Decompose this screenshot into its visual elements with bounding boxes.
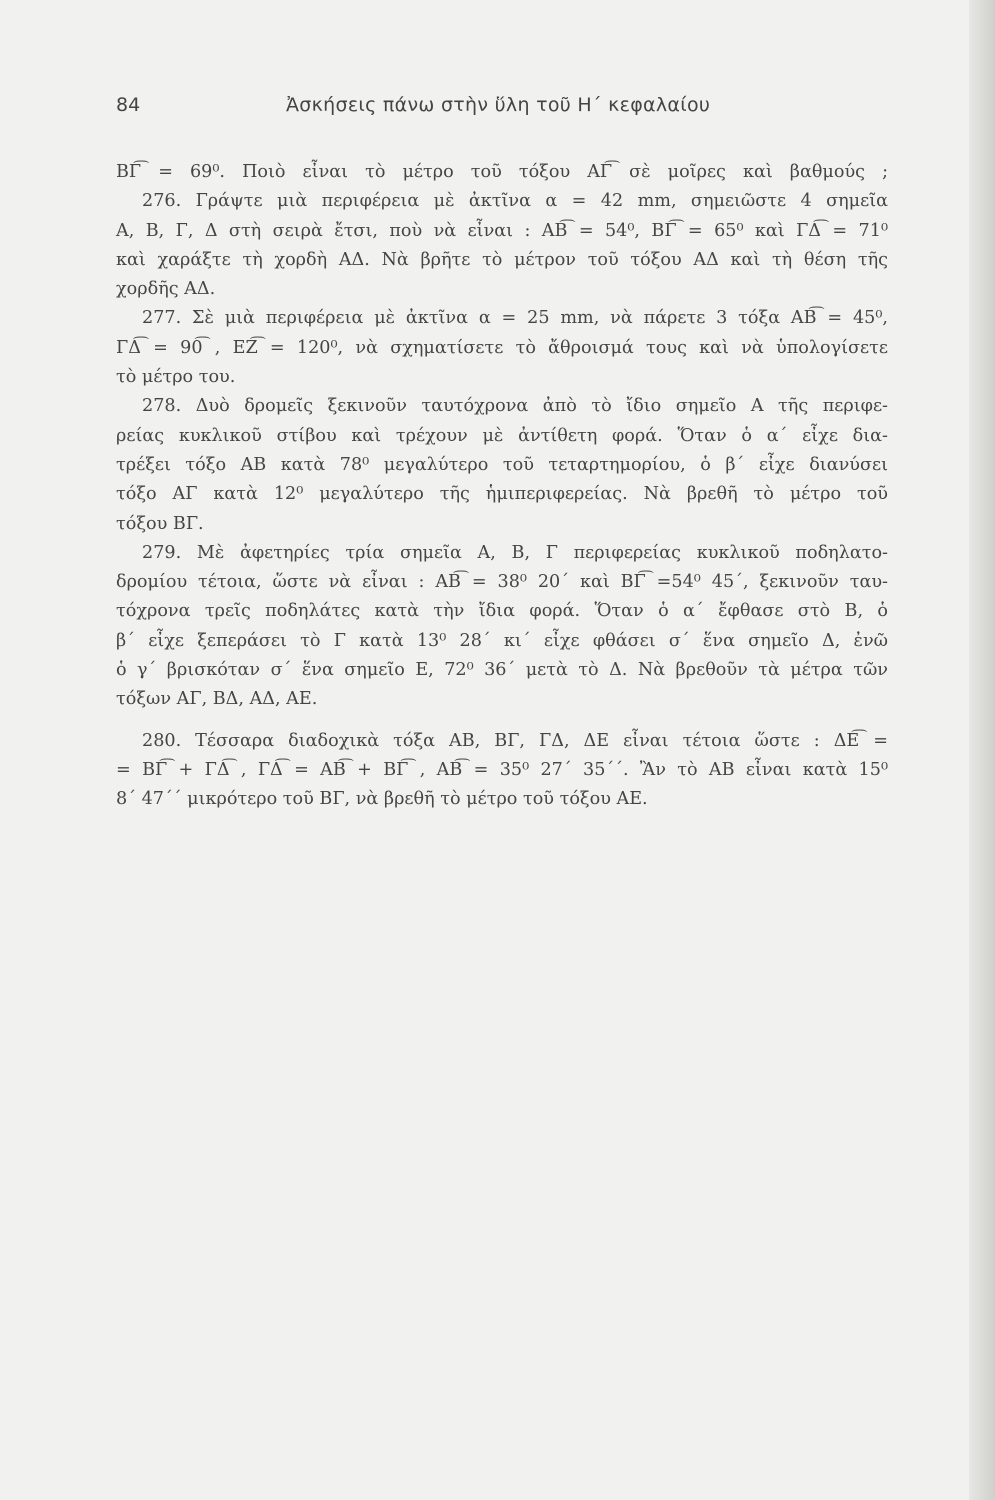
text-line: = ΒΓ͡ + ΓΔ͡ , ΓΔ͡ = ΑΒ͡ + ΒΓ͡ , ΑΒ͡ = 35⁰ 27΄ 35΄΄. Ἂν τὸ ΑΒ εἶναι κατὰ 15⁰ [116,759,888,780]
text-line: ΒΓ͡ = 69⁰. Ποιὸ εἶναι τὸ μέτρο τοῦ τόξου ΑΓ͡ σὲ μοῖρες καὶ βαθμούς ; [116,162,888,182]
text-line: ὁ γ΄ βρισκόταν σ΄ ἕνα σημεῖο Ε, 72⁰ 36΄ μετὰ τὸ Δ. Νὰ βρεθοῦν τὰ μέτρα τῶν [116,660,888,681]
exercise-280-line: 280. Τέσσαρα διαδοχικὰ τόξα ΑΒ, ΒΓ, ΓΔ, ΔΕ εἶναι τέτοια ὥστε : ΔΕ͡ = [142,730,888,751]
exercise-277-line: 277. Σὲ μιὰ περιφέρεια μὲ ἀκτῖνα α = 25 mm, νὰ πάρετε 3 τόξα ΑΒ͡ = 45⁰, [142,308,888,329]
text-line: Α, Β, Γ, Δ στὴ σειρὰ ἔτσι, ποὺ νὰ εἶναι : ΑΒ͡ = 54⁰, ΒΓ͡ = 65⁰ καὶ ΓΔ͡ = 71⁰ [116,220,888,241]
text-line: τρέξει τόξο ΑΒ κατὰ 78⁰ μεγαλύτερο τοῦ τεταρτημορίου, ὁ β΄ εἶχε διανύσει [116,454,888,475]
text-line: β΄ εἶχε ξεπεράσει τὸ Γ κατὰ 13⁰ 28΄ κι΄ εἶχε φθάσει σ΄ ἕνα σημεῖο Δ, ἐνῶ [116,630,888,651]
exercise-278-line: 278. Δυὸ δρομεῖς ξεκινοῦν ταυτόχρονα ἀπὸ τὸ ἴδιο σημεῖο Α τῆς περιφε- [142,396,888,417]
text-line: 8΄ 47΄΄ μικρότερο τοῦ ΒΓ, νὰ βρεθῆ τὸ μέτρο τοῦ τόξου ΑΕ. [116,789,648,810]
text-line: δρομίου τέτοια, ὥστε νὰ εἶναι : ΑΒ͡ = 38⁰ 20΄ καὶ ΒΓ͡ =54⁰ 45΄, ξεκινοῦν ταυ- [116,572,888,593]
text-line: χορδῆς ΑΔ. [116,279,216,300]
text-line: τὸ μέτρο του. [116,367,236,388]
exercise-279-line: 279. Μὲ ἀφετηρίες τρία σημεῖα Α, Β, Γ περιφερείας κυκλικοῦ ποδηλατο- [142,542,888,563]
exercise-276-line: 276. Γράψτε μιὰ περιφέρεια μὲ ἀκτῖνα α = 42 mm, σημειῶστε 4 σημεῖα [142,191,888,212]
text-line: τόξων ΑΓ, ΒΔ, ΑΔ, ΑΕ. [116,689,318,710]
text-line: τόξο ΑΓ κατὰ 12⁰ μεγαλύτερο τῆς ἡμιπεριφερείας. Νὰ βρεθῆ τὸ μέτρο τοῦ [116,484,888,505]
exercise-text [116,152,888,815]
page-edge [969,0,995,1500]
text-line: τόξου ΒΓ. [116,513,204,534]
text-line: τόχρονα τρεῖς ποδηλάτες κατὰ τὴν ἴδια φορά. Ὅταν ὁ α΄ ἔφθασε στὸ Β, ὁ [116,601,888,622]
running-title: Ἀσκήσεις πάνω στὴν ὕλη τοῦ Η΄ κεφαλαίου [286,94,711,116]
page-number: 84 [116,94,141,116]
text-line: ΓΔ͡ = 90͡ , ΕΖ͡ = 120⁰, νὰ σχηματίσετε τὸ ἄθροισμά τους καὶ νὰ ὑπολογίσετε [116,337,888,358]
text-line: καὶ χαράξτε τὴ χορδὴ ΑΔ. Νὰ βρῆτε τὸ μέτρον τοῦ τόξου ΑΔ καὶ τὴ θέση τῆς [116,249,888,270]
page-header [116,94,756,124]
text-line: ρείας κυκλικοῦ στίβου καὶ τρέχουν μὲ ἀντίθετη φορά. Ὅταν ὁ α΄ εἶχε δια- [116,425,888,446]
